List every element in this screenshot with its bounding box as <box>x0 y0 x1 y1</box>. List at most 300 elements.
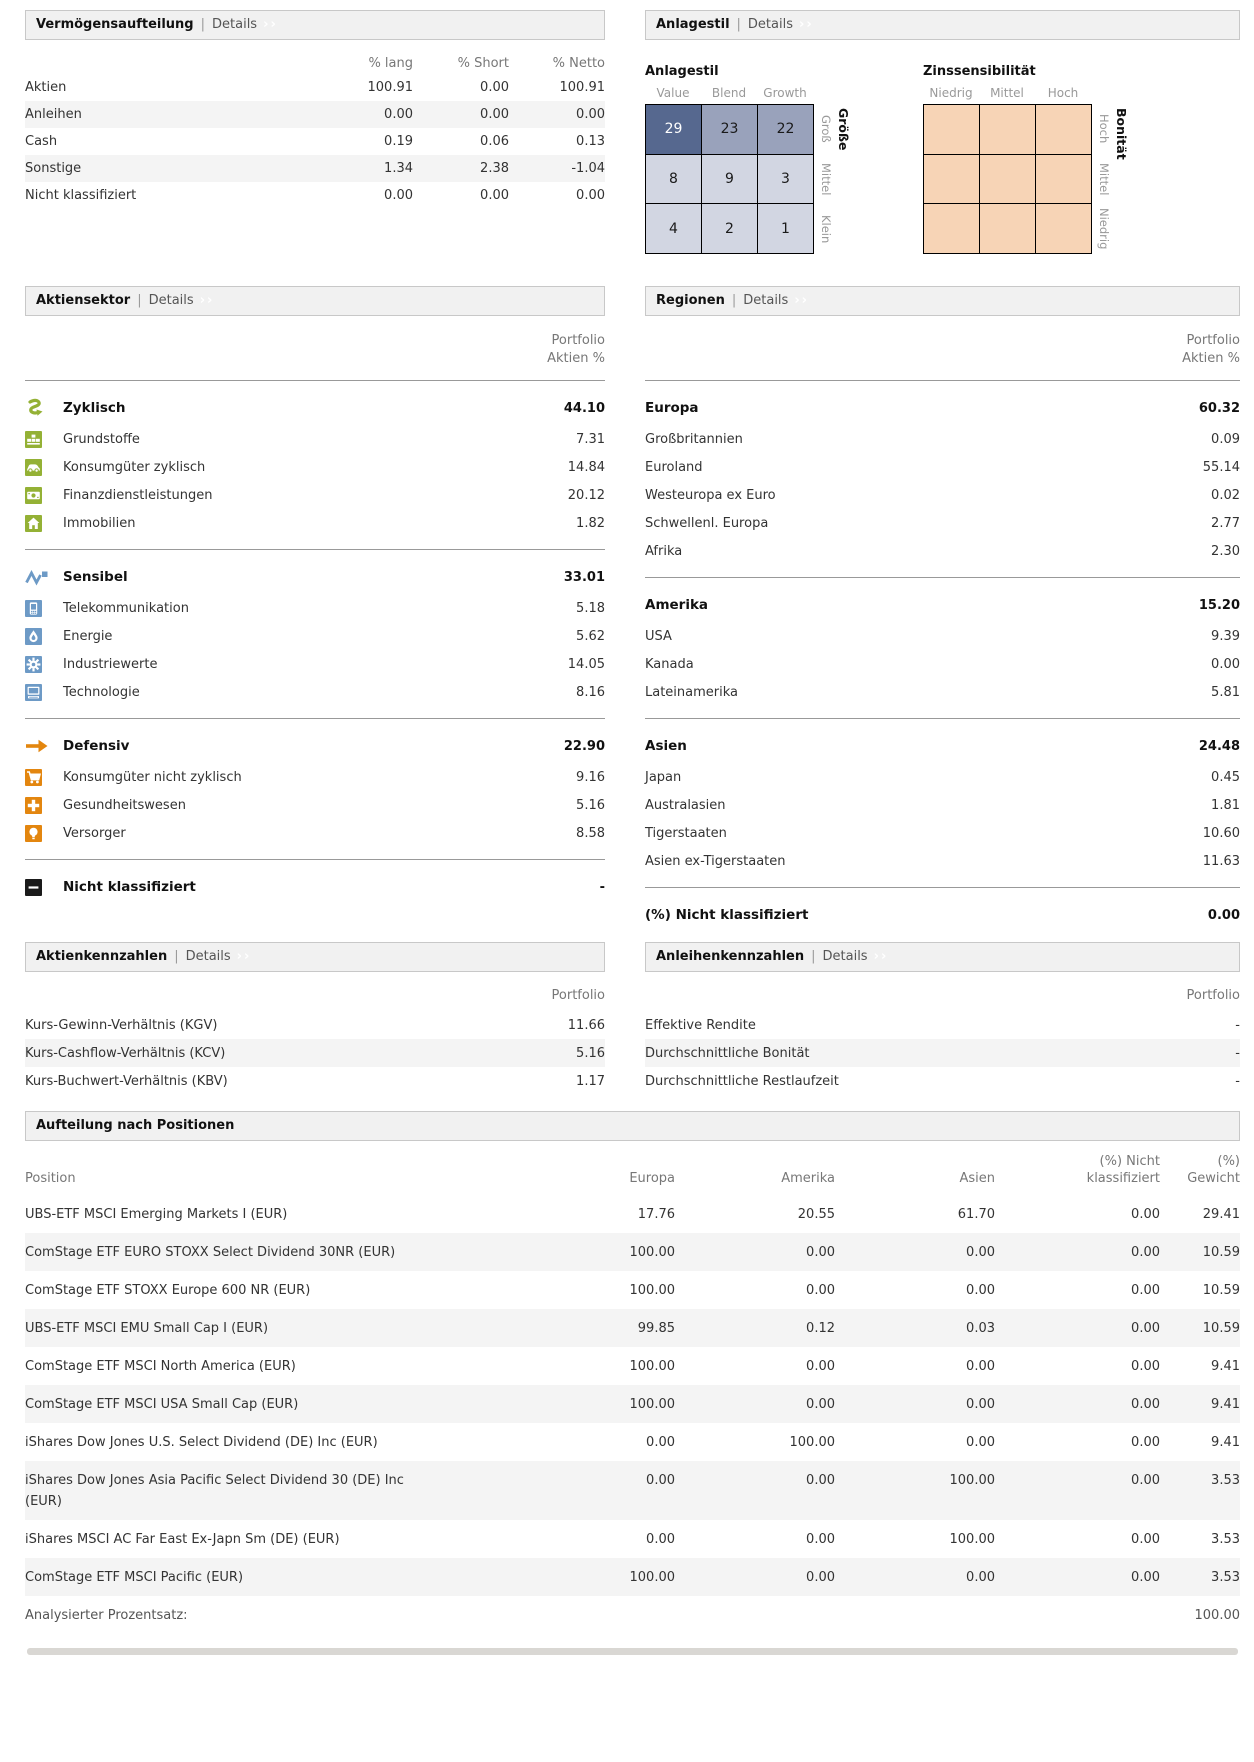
item-value: 9.16 <box>576 769 605 785</box>
positions-col-header-bottom: Asien <box>959 1171 995 1186</box>
details-arrows-icon: ›› <box>236 949 252 964</box>
title-separator: | <box>174 949 179 964</box>
style-box-cell <box>924 154 980 204</box>
position-value: 0.00 <box>966 1435 995 1450</box>
asset-col-header: % lang <box>368 55 413 71</box>
equity-stats-rows <box>25 1011 605 1095</box>
group-item-row <box>25 425 605 453</box>
asset-row-value: 0.00 <box>480 107 509 122</box>
group-divider <box>645 887 1240 888</box>
style-box-cell <box>980 105 1036 155</box>
style-column-label: Value <box>656 86 690 100</box>
divider <box>25 380 605 381</box>
style-row-label: Mittel <box>819 162 833 196</box>
item-label: Afrika <box>645 543 683 559</box>
style-grid-row <box>646 105 814 155</box>
position-value: 100.00 <box>949 1532 995 1547</box>
group-item-row <box>25 453 605 481</box>
equity-style-box <box>645 64 851 254</box>
position-value: 0.00 <box>806 1532 835 1547</box>
position-name-cell <box>25 1347 525 1385</box>
group-divider <box>25 549 605 550</box>
position-value: 10.59 <box>1202 1245 1240 1260</box>
item-label: Energie <box>63 628 113 644</box>
positions-table-body <box>25 1195 1240 1596</box>
position-value: 9.41 <box>1211 1397 1240 1412</box>
position-row <box>25 1558 1240 1596</box>
position-value: 0.00 <box>646 1435 675 1450</box>
group-divider <box>645 718 1240 719</box>
stat-value: 1.17 <box>576 1073 605 1089</box>
stat-row <box>645 1011 1240 1039</box>
position-row <box>25 1461 1240 1520</box>
asset-row-label: Anleihen <box>25 107 82 122</box>
group-label: Zyklisch <box>63 400 126 416</box>
positions-col-header-bottom: Position <box>25 1171 76 1186</box>
details-arrows-icon: ›› <box>263 17 278 32</box>
details-link[interactable]: Details <box>822 949 868 964</box>
position-name-cell <box>25 1309 525 1347</box>
style-row-label: Groß <box>819 115 833 143</box>
sensitive-icon <box>25 568 63 586</box>
item-label: Kanada <box>645 656 694 672</box>
group-header <box>25 393 605 423</box>
bond-stats-header <box>645 942 1240 972</box>
defensive-icon <box>25 739 63 753</box>
asset-row-value: 0.13 <box>576 134 605 149</box>
stat-row <box>25 1039 605 1067</box>
style-box-cell: 1 <box>758 204 814 254</box>
position-name: UBS-ETF MSCI EMU Small Cap I (EUR) <box>25 1321 269 1336</box>
style-column-label: Niedrig <box>929 86 973 100</box>
group-item-row <box>645 537 1240 565</box>
panel-positions <box>25 1111 1240 1634</box>
position-value: 0.00 <box>1131 1435 1160 1450</box>
unclassified-icon <box>25 879 63 896</box>
item-label: Tigerstaaten <box>645 825 727 841</box>
position-row <box>25 1520 1240 1558</box>
stat-value: 5.16 <box>576 1045 605 1061</box>
stat-row <box>645 1039 1240 1067</box>
position-value: 0.00 <box>966 1359 995 1374</box>
group-label: (%) Nicht klassifiziert <box>645 907 809 923</box>
position-value: 9.41 <box>1211 1359 1240 1374</box>
group-header <box>645 590 1240 620</box>
equity-stats-column-header: Portfolio <box>551 988 605 1003</box>
position-value: 0.00 <box>966 1283 995 1298</box>
style-box-cell <box>924 105 980 155</box>
equity-stats-header <box>25 942 605 972</box>
equity-style-box-title: Anlagestil <box>645 64 719 79</box>
item-value: 1.82 <box>576 515 605 531</box>
position-value: 0.00 <box>1131 1283 1160 1298</box>
item-label: Australasien <box>645 797 726 813</box>
telecom-icon <box>25 600 42 617</box>
style-grid-row <box>646 204 814 254</box>
group-value: 33.01 <box>563 569 605 585</box>
item-label: Finanzdienstleistungen <box>63 487 213 503</box>
item-value: 14.05 <box>567 656 605 672</box>
bond-style-axis-label: Bonität <box>1114 108 1129 160</box>
title-separator: | <box>137 293 142 308</box>
position-value: 0.00 <box>646 1532 675 1547</box>
equity-style-grid <box>645 104 814 254</box>
asset-row-value: 0.00 <box>480 80 509 95</box>
bond-style-box-title: Zinssensibilität <box>923 64 1036 79</box>
style-box-cell <box>1036 105 1092 155</box>
item-label: Asien ex-Tigerstaaten <box>645 853 786 869</box>
item-value: 0.45 <box>1211 769 1240 785</box>
position-value: 0.00 <box>646 1473 675 1488</box>
position-name: ComStage ETF MSCI USA Small Cap (EUR) <box>25 1397 299 1412</box>
cyclical-icon <box>25 398 63 418</box>
position-name: iShares Dow Jones Asia Pacific Select Dividend 30 (DE) Inc (EUR) <box>25 1473 404 1509</box>
position-value: 100.00 <box>629 1245 675 1260</box>
panel-style <box>645 10 1240 260</box>
energy-icon <box>25 628 42 645</box>
position-value: 17.76 <box>637 1207 675 1222</box>
item-value: 8.58 <box>576 825 605 841</box>
panel-title: Vermögensaufteilung <box>36 17 194 32</box>
asset-row-value: 100.91 <box>367 80 413 95</box>
positions-col-header <box>1160 1153 1240 1195</box>
consumer-defensive-icon <box>25 769 42 786</box>
stat-label: Kurs-Cashflow-Verhältnis (KCV) <box>25 1045 226 1061</box>
stat-label: Durchschnittliche Restlaufzeit <box>645 1073 839 1089</box>
stat-label: Kurs-Gewinn-Verhältnis (KGV) <box>25 1017 218 1033</box>
panel-title: Aktiensektor <box>36 293 131 308</box>
regions-column-header <box>645 316 1240 376</box>
positions-table-foot <box>25 1596 1240 1634</box>
asset-row <box>25 74 605 101</box>
item-value: 9.39 <box>1211 628 1240 644</box>
panel-asset-allocation <box>25 10 605 260</box>
asset-row-value: 0.19 <box>384 134 413 149</box>
positions-col-header-bottom: Europa <box>629 1171 675 1186</box>
item-label: Euroland <box>645 459 703 475</box>
style-box-cell: 29 <box>646 105 702 155</box>
asset-allocation-table <box>25 52 605 209</box>
position-value: 100.00 <box>949 1473 995 1488</box>
item-value: 0.09 <box>1211 431 1240 447</box>
position-value: 0.00 <box>806 1473 835 1488</box>
equity-style-axis-label: Größe <box>836 108 851 151</box>
column-header-line: Aktien % <box>547 351 605 366</box>
stat-value: - <box>1235 1073 1240 1089</box>
column-header-line: Portfolio <box>551 333 605 348</box>
group-divider <box>25 718 605 719</box>
style-box-cell: 23 <box>702 105 758 155</box>
item-label: Schwellenl. Europa <box>645 515 769 531</box>
item-value: 0.00 <box>1211 656 1240 672</box>
details-link[interactable]: Details <box>148 293 194 308</box>
panel-title: Aufteilung nach Positionen <box>36 1118 235 1133</box>
panel-regions <box>645 286 1240 932</box>
panel-title: Regionen <box>656 293 725 308</box>
real-estate-icon <box>25 515 42 532</box>
details-link[interactable]: Details <box>185 949 231 964</box>
style-box-cell: 22 <box>758 105 814 155</box>
style-header <box>645 10 1240 40</box>
style-box-cell: 9 <box>702 154 758 204</box>
positions-col-header-top: (%) <box>1217 1154 1240 1169</box>
panel-equity-stats <box>25 942 605 1095</box>
style-grid-row <box>924 154 1092 204</box>
position-value: 0.00 <box>806 1397 835 1412</box>
asset-row-value: 0.00 <box>384 188 413 203</box>
item-value: 20.12 <box>567 487 605 503</box>
position-row <box>25 1233 1240 1271</box>
position-value: 29.41 <box>1202 1207 1240 1222</box>
item-label: Westeuropa ex Euro <box>645 487 776 503</box>
item-value: 8.16 <box>576 684 605 700</box>
position-value: 9.41 <box>1211 1435 1240 1450</box>
stat-row <box>25 1067 605 1095</box>
style-row-label: Klein <box>819 214 833 244</box>
asset-row-value: -1.04 <box>571 161 605 176</box>
item-value: 55.14 <box>1202 459 1240 475</box>
group-label: Europa <box>645 400 699 416</box>
position-value: 0.00 <box>1131 1321 1160 1336</box>
style-grid-row <box>646 154 814 204</box>
position-value: 100.00 <box>629 1359 675 1374</box>
position-value: 0.00 <box>1131 1359 1160 1374</box>
item-value: 7.31 <box>576 431 605 447</box>
position-value: 0.00 <box>966 1570 995 1585</box>
style-box-cell <box>980 154 1036 204</box>
group-item-row <box>25 594 605 622</box>
item-label: Telekommunikation <box>63 600 189 616</box>
position-row <box>25 1423 1240 1461</box>
group-item-row <box>645 791 1240 819</box>
asset-allocation-header <box>25 10 605 40</box>
item-label: Industriewerte <box>63 656 158 672</box>
item-label: Grundstoffe <box>63 431 140 447</box>
asset-row-label: Cash <box>25 134 58 149</box>
item-value: 2.77 <box>1211 515 1240 531</box>
panel-bond-stats <box>645 942 1240 1095</box>
group-item-row <box>645 453 1240 481</box>
group-item-row <box>25 622 605 650</box>
asset-row <box>25 101 605 128</box>
position-value: 0.00 <box>1131 1397 1160 1412</box>
style-grid-row <box>924 204 1092 254</box>
column-header-line: Aktien % <box>1182 351 1240 366</box>
position-name-cell <box>25 1233 525 1271</box>
asset-row-value: 0.00 <box>576 188 605 203</box>
group-value: 22.90 <box>563 738 605 754</box>
style-column-label: Mittel <box>990 86 1024 100</box>
asset-row-value: 100.91 <box>559 80 605 95</box>
group-value: - <box>599 879 605 895</box>
position-row <box>25 1385 1240 1423</box>
group-item-row <box>25 481 605 509</box>
group-value: 60.32 <box>1198 400 1240 416</box>
asset-table-header-row <box>25 52 605 74</box>
bond-style-grid <box>923 104 1092 254</box>
group-header <box>645 731 1240 761</box>
position-value: 100.00 <box>629 1283 675 1298</box>
group-item-row <box>25 509 605 537</box>
region-group-list <box>645 393 1240 930</box>
group-item-row <box>645 847 1240 875</box>
position-name-cell <box>25 1520 525 1558</box>
positions-col-header <box>675 1153 835 1195</box>
position-name-cell <box>25 1461 525 1520</box>
details-link[interactable]: Details <box>212 17 258 32</box>
position-name: ComStage ETF EURO STOXX Select Dividend 30NR (EUR) <box>25 1245 396 1260</box>
positions-footer-row <box>25 1596 1240 1634</box>
position-value: 99.85 <box>637 1321 675 1336</box>
basic-materials-icon <box>25 431 42 448</box>
positions-header-row <box>25 1153 1240 1195</box>
details-link[interactable]: Details <box>743 293 789 308</box>
asset-col-header: % Netto <box>552 55 605 71</box>
regions-header <box>645 286 1240 316</box>
position-value: 0.00 <box>1131 1473 1160 1488</box>
position-name-cell <box>25 1195 525 1233</box>
position-value: 3.53 <box>1211 1532 1240 1547</box>
group-item-row <box>645 622 1240 650</box>
group-divider <box>25 859 605 860</box>
group-item-row <box>25 678 605 706</box>
position-value: 3.53 <box>1211 1473 1240 1488</box>
positions-col-header-bottom: Gewicht <box>1187 1171 1240 1186</box>
position-name-cell <box>25 1558 525 1596</box>
position-value: 0.03 <box>966 1321 995 1336</box>
positions-col-header-bottom: Amerika <box>781 1171 835 1186</box>
asset-row-value: 0.00 <box>384 107 413 122</box>
panel-title: Anleihenkennzahlen <box>656 949 805 964</box>
group-value: 0.00 <box>1207 907 1240 923</box>
item-label: Konsumgüter nicht zyklisch <box>63 769 242 785</box>
asset-row-label: Aktien <box>25 80 67 95</box>
asset-row-value: 0.00 <box>576 107 605 122</box>
position-row <box>25 1347 1240 1385</box>
group-item-row <box>645 763 1240 791</box>
position-value: 20.55 <box>797 1207 835 1222</box>
item-value: 0.02 <box>1211 487 1240 503</box>
details-arrows-icon: ›› <box>873 949 889 964</box>
bond-stats-column-header: Portfolio <box>1186 988 1240 1003</box>
positions-footer-label: Analysierter Prozentsatz: <box>25 1608 188 1623</box>
asset-row-value: 2.38 <box>480 161 509 176</box>
position-row <box>25 1309 1240 1347</box>
group-divider <box>645 577 1240 578</box>
group-value: 15.20 <box>1198 597 1240 613</box>
positions-col-header <box>25 1153 525 1195</box>
utilities-icon <box>25 825 42 842</box>
style-row-label: Hoch <box>1097 114 1111 144</box>
stat-value: - <box>1235 1045 1240 1061</box>
sectors-header <box>25 286 605 316</box>
positions-col-header <box>525 1153 675 1195</box>
details-arrows-icon: ›› <box>799 17 814 32</box>
item-value: 5.81 <box>1211 684 1240 700</box>
item-value: 14.84 <box>567 459 605 475</box>
position-value: 0.00 <box>1131 1532 1160 1547</box>
group-header <box>25 562 605 592</box>
equity-style-row-labels <box>819 104 833 254</box>
style-column-label: Growth <box>763 86 807 100</box>
position-value: 100.00 <box>629 1570 675 1585</box>
stat-row <box>25 1011 605 1039</box>
position-name: ComStage ETF MSCI North America (EUR) <box>25 1359 296 1374</box>
positions-table <box>25 1153 1240 1634</box>
item-label: Technologie <box>63 684 140 700</box>
group-header <box>25 731 605 761</box>
style-row-label: Niedrig <box>1097 208 1111 250</box>
group-label: Sensibel <box>63 569 128 585</box>
item-value: 5.16 <box>576 797 605 813</box>
group-item-row <box>645 509 1240 537</box>
positions-header <box>25 1111 1240 1141</box>
position-value: 10.59 <box>1202 1283 1240 1298</box>
panel-title: Anlagestil <box>656 17 730 32</box>
group-value: 44.10 <box>563 400 605 416</box>
style-box-cell <box>924 204 980 254</box>
asset-row-label: Nicht klassifiziert <box>25 188 137 203</box>
sector-group-list <box>25 393 605 902</box>
title-separator: | <box>731 293 737 308</box>
details-arrows-icon: ›› <box>199 293 215 308</box>
item-value: 2.30 <box>1211 543 1240 559</box>
position-name: ComStage ETF STOXX Europe 600 NR (EUR) <box>25 1283 311 1298</box>
asset-row <box>25 182 605 209</box>
group-label: Amerika <box>645 597 709 613</box>
group-item-row <box>645 678 1240 706</box>
position-row <box>25 1271 1240 1309</box>
position-name-cell <box>25 1271 525 1309</box>
item-label: USA <box>645 628 672 644</box>
positions-col-header-bottom: klassifiziert <box>1086 1171 1160 1186</box>
group-label: Asien <box>645 738 687 754</box>
asset-row-value: 1.34 <box>384 161 413 176</box>
group-header <box>25 872 605 902</box>
positions-col-header <box>835 1153 995 1195</box>
column-header-line: Portfolio <box>1186 333 1240 348</box>
position-value: 3.53 <box>1211 1570 1240 1585</box>
group-item-row <box>645 481 1240 509</box>
position-name: UBS-ETF MSCI Emerging Markets I (EUR) <box>25 1207 288 1222</box>
position-value: 100.00 <box>629 1397 675 1412</box>
stat-value: 11.66 <box>567 1017 605 1033</box>
asset-row <box>25 155 605 182</box>
position-value: 0.00 <box>806 1570 835 1585</box>
style-grid-row <box>924 105 1092 155</box>
position-value: 0.00 <box>966 1245 995 1260</box>
position-name: ComStage ETF MSCI Pacific (EUR) <box>25 1570 244 1585</box>
title-separator: | <box>200 17 206 32</box>
details-link[interactable]: Details <box>747 17 793 32</box>
group-label: Defensiv <box>63 738 130 754</box>
sectors-column-header <box>25 316 605 376</box>
style-box-cell <box>1036 204 1092 254</box>
item-label: Versorger <box>63 825 126 841</box>
asset-row-value: 0.06 <box>480 134 509 149</box>
item-value: 5.18 <box>576 600 605 616</box>
panel-sectors <box>25 286 605 932</box>
group-item-row <box>645 425 1240 453</box>
group-label: Nicht klassifiziert <box>63 879 196 895</box>
item-label: Immobilien <box>63 515 136 531</box>
group-item-row <box>645 819 1240 847</box>
position-value: 0.12 <box>806 1321 835 1336</box>
style-box-cell <box>1036 154 1092 204</box>
industrials-icon <box>25 656 42 673</box>
item-label: Japan <box>645 769 682 785</box>
style-box-cell: 3 <box>758 154 814 204</box>
